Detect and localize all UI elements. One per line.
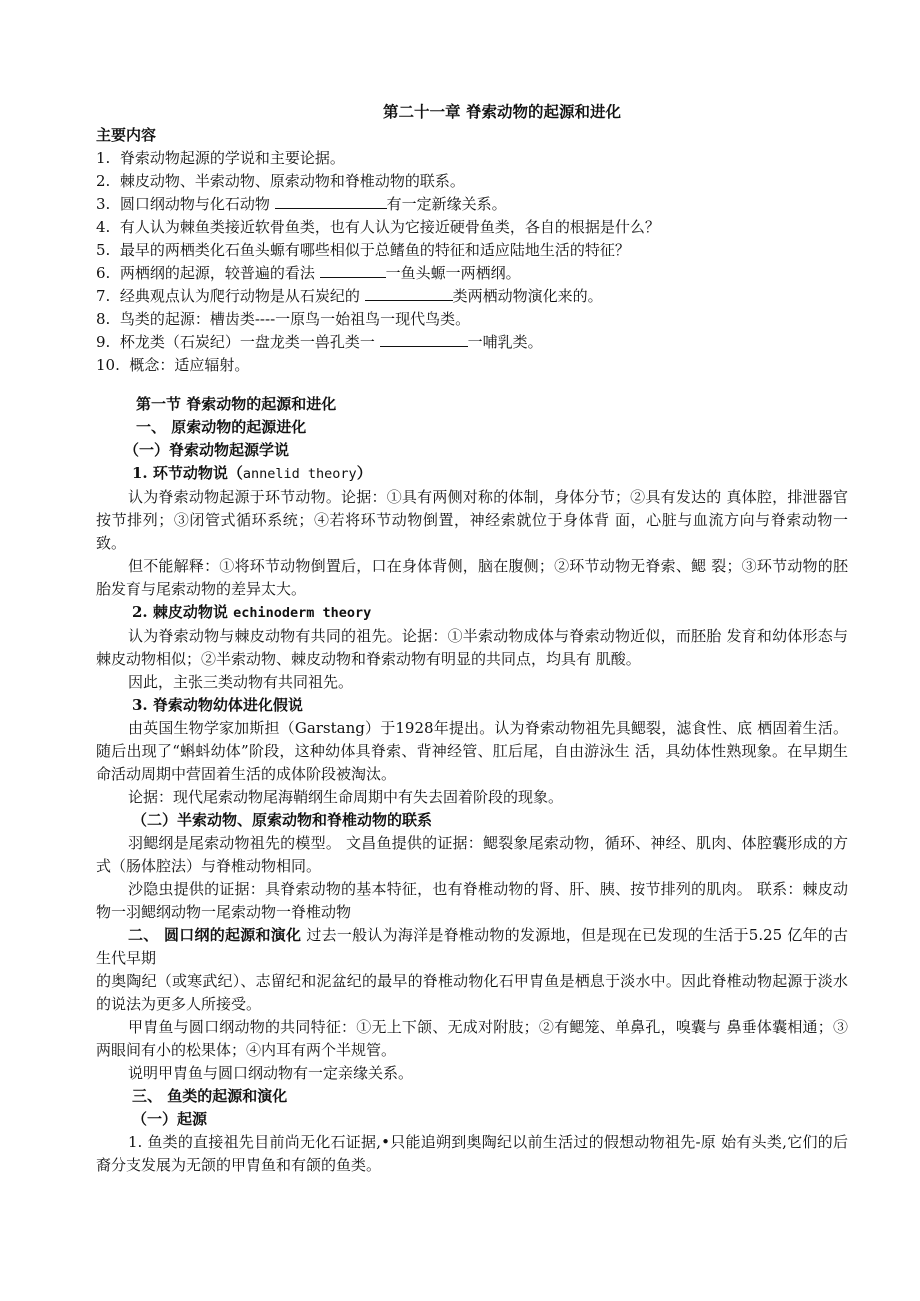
outline-item: 2. 棘皮动物、半索动物、原索动物和脊椎动物的联系。 [96, 172, 465, 190]
paragraph: 认为脊索动物起源于环节动物。论据：①具有两侧对称的体制，身体分节；②具有发达的 真体腔，排泄器官按节排列；③闭管式循环系统；④若将环节动物倒置，神经索就位于身体背 面，心脏与血流方向与脊索动物一致。 [96, 488, 848, 552]
subsection-heading: 一、 原索动物的起源进化 [136, 418, 307, 436]
paragraph: 二、 圆口纲的起源和演化 过去一般认为海洋是脊椎动物的发源地，但是现在已发现的生活于5.25 亿年的古生代早期 [96, 926, 848, 967]
subsection-heading: （一）脊索动物起源学说 [124, 441, 290, 459]
outline-item: 8. 鸟类的起源：槽齿类----一原鸟一始祖鸟一现代鸟类。 [96, 310, 471, 328]
subsection-heading: （一）起源 [132, 1110, 208, 1128]
paragraph: 1. 鱼类的直接祖先目前尚无化石证据,•只能追朔到奥陶纪以前生活过的假想动物祖先-原 始有头类,它们的后裔分支发展为无颌的甲胄鱼和有颌的鱼类。 [96, 1133, 848, 1174]
outline-item: 6. 两栖纲的起源，较普遍的看法 一鱼头螈一两栖纲。 [96, 264, 521, 282]
outline-item: 5. 最早的两栖类化石鱼头螈有哪些相似于总鳍鱼的特征和适应陆地生活的特征？ [96, 241, 630, 259]
fill-blank [275, 194, 387, 209]
outline-item: 1. 脊索动物起源的学说和主要论据。 [96, 149, 345, 167]
paragraph: 羽鳃纲是尾索动物祖先的模型。 文昌鱼提供的证据：鳃裂象尾索动物，循环、神经、肌肉、体腔囊形成的方式（肠体腔法）与脊椎动物相同。 [96, 834, 848, 875]
fill-blank [320, 263, 386, 278]
theory-heading: 2. 棘皮动物说 echinoderm theory [132, 603, 372, 621]
paragraph: 论据：现代尾索动物尾海鞘纲生命周期中有失去固着阶段的现象。 [128, 788, 564, 806]
fill-blank [365, 286, 453, 301]
theory-heading: 3. 脊索动物幼体进化假说 [132, 696, 303, 714]
section-heading: 第一节 脊索动物的起源和进化 [136, 395, 337, 413]
outline-list [96, 147, 848, 377]
main-content-heading: 主要内容 [96, 126, 157, 144]
paragraph: 说明甲胄鱼与圆口纲动物有一定亲缘关系。 [128, 1064, 414, 1082]
outline-item: 4. 有人认为棘鱼类接近软骨鱼类，也有人认为它接近硬骨鱼类，各自的根据是什么？ [96, 218, 660, 236]
theory-heading: 1. 环节动物说（annelid theory） [132, 464, 372, 482]
chapter-title: 第二十一章 脊索动物的起源和进化 [383, 102, 621, 121]
subsection-heading: 二、 圆口纲的起源和演化 [128, 926, 302, 944]
fill-blank [380, 332, 468, 347]
paragraph: 甲胄鱼与圆口纲动物的共同特征：①无上下颌、无成对附肢；②有鳃笼、单鼻孔，嗅囊与 鼻垂体囊相通；③两眼间有小的松果体；④内耳有两个半规管。 [96, 1018, 848, 1059]
paragraph: 认为脊索动物与棘皮动物有共同的祖先。论据：①半索动物成体与脊索动物近似，而胚胎 发育和幼体形态与棘皮动物相似；②半索动物、棘皮动物和脊索动物有明显的共同点，均具有 肌酸。 [96, 627, 848, 668]
subsection-heading: 三、 鱼类的起源和演化 [132, 1087, 288, 1105]
paragraph: 因此，主张三类动物有共同祖先。 [128, 673, 354, 691]
paragraph: 但不能解释：①将环节动物倒置后，口在身体背侧，脑在腹侧；②环节动物无脊索、鳃 裂；③环节动物的胚胎发育与尾索动物的差异太大。 [96, 557, 848, 598]
paragraph: 由英国生物学家加斯担（Garstang）于1928年提出。认为脊索动物祖先具鳃裂，滤食性、底 栖固着生活。随后出现了“蝌蚪幼体”阶段，这种幼体具脊索、背神经管、肛后尾，自由游泳生 活，具幼体性熟现象。在早期生命活动周期中营固着生活的成体阶段被淘汰。 [96, 719, 848, 783]
paragraph: 的奥陶纪（或寒武纪）、志留纪和泥盆纪的最早的脊椎动物化石甲胄鱼是栖息于淡水中。因此脊椎动物起源于淡水的说法为更多人所接受。 [96, 972, 848, 1013]
subsection-heading: （二）半索动物、原索动物和脊椎动物的联系 [132, 811, 433, 829]
outline-item: 3. 圆口纲动物与化石动物 有一定新缘关系。 [96, 195, 507, 213]
outline-item: 7. 经典观点认为爬行动物是从石炭纪的 类两栖动物演化来的。 [96, 287, 603, 305]
outline-item: 10. 概念：适应辐射。 [96, 356, 250, 374]
document-page [96, 100, 848, 1177]
outline-item: 9. 杯龙类（石炭纪）一盘龙类一兽孔类一 一哺乳类。 [96, 333, 543, 351]
paragraph: 沙隐虫提供的证据：具脊索动物的基本特征，也有脊椎动物的肾、肝、胰、按节排列的肌肉。 联系：棘皮动物一羽鳃纲动物一尾索动物一脊椎动物 [96, 880, 848, 921]
